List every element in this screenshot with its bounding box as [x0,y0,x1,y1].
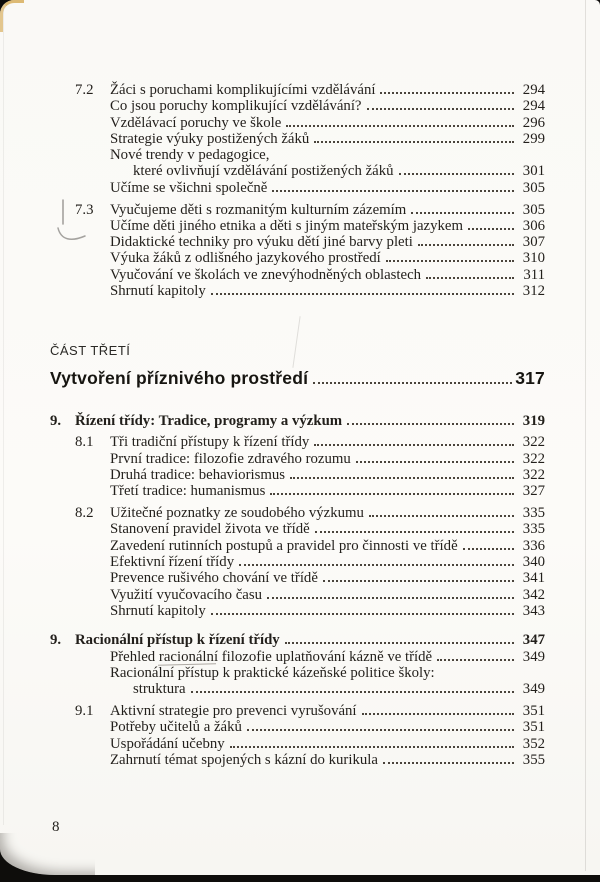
toc-entry [50,752,545,768]
entry-label: Efektivní řízení třídy [110,554,235,571]
entry-page: 352 [522,735,545,752]
toc-entry [50,554,545,570]
entry-number: 7.2 [75,82,94,98]
entry-label: Žáci s poruchami komplikujícími vzdělávání [110,82,376,98]
entry-page: 306 [522,217,545,234]
entry-page: 335 [522,521,545,538]
entry-page: 294 [522,98,545,115]
entry-label: Stanovení pravidel života ve třídě [110,521,310,538]
entry-page: 343 [522,602,545,619]
dot-leader [356,461,514,463]
entry-label: Aktivní strategie pro prevenci vyrušování [110,702,357,719]
entry-page: 355 [522,751,545,768]
entry-label: Shrnutí kapitoly [110,283,206,300]
entry-label: Řízení třídy: Tradice, programy a výzkum [75,412,343,429]
toc-entry [50,665,545,681]
dot-leader [314,141,514,143]
toc-entry [50,434,545,450]
entry-page: 307 [522,234,545,251]
entry-label: Prevence rušivého chování ve třídě [110,570,318,587]
toc-entry [50,451,545,467]
entry-label: Tři tradiční přístupy k řízení třídy [110,434,310,451]
dot-leader [272,190,514,192]
entry-label: Výuka žáků z odlišného jazykového prostředí [110,250,381,267]
entry-label: Učíme děti jiného etnika a děti s jiným mateřským jazykem [110,217,463,234]
entry-label: Shrnutí kapitoly [110,602,206,619]
entry-label: Zavedení rutinních postupů a pravidel pro činnosti ve třídě [110,537,458,554]
entry-page: 319 [522,412,545,429]
toc-entry [50,413,545,429]
dot-leader [314,444,514,446]
toc-entry [50,147,545,163]
entry-page: 310 [522,250,545,267]
dot-leader [369,515,514,517]
entry-page: 351 [522,702,545,719]
entry-label: Třetí tradice: humanismus [110,483,266,500]
toc-entry [50,521,545,537]
toc-entry [50,250,545,266]
toc-entry [50,267,545,283]
dot-leader [290,477,514,479]
page-edge-right [585,0,586,871]
entry-label: struktura [133,681,186,698]
dot-leader [270,493,514,495]
toc-entry [50,603,545,619]
toc-entry [50,367,545,389]
entry-label: Uspořádání učebny [110,735,225,752]
dot-leader [313,382,512,384]
entry-page: 317 [515,367,545,388]
entry-label: Vyučujeme děti s rozmanitým kulturním zázemím [110,201,407,218]
entry-page: 294 [522,82,545,98]
toc-entry [50,163,545,179]
dot-leader [191,691,514,693]
toc-entry [50,483,545,499]
entry-page: 322 [522,467,545,484]
toc-entry [50,681,545,697]
dot-leader [468,228,514,230]
entry-page: 311 [523,266,545,283]
dot-leader [411,212,514,214]
toc-entry [50,115,545,131]
dot-leader [380,92,514,94]
entry-page: 327 [522,483,545,500]
pencil-bracket-mark [55,198,95,244]
toc-entry [50,202,545,218]
entry-label: Zahrnutí témat spojených s kázní do kurikula [110,751,378,768]
entry-page: 305 [522,179,545,196]
dot-leader [367,108,515,110]
entry-label: Racionální přístup k řízení třídy [75,632,280,649]
dot-leader [267,597,514,599]
entry-label: Nové trendy v pedagogice, [110,147,270,164]
dot-leader [399,173,515,175]
entry-label: Vyučování ve školách ve znevýhodněných oblastech [110,266,422,283]
entry-label: Racionální přístup k praktické kázeňské politice školy: [110,664,435,681]
toc-entry [50,587,545,603]
dot-leader [230,746,514,748]
dot-leader [362,713,514,715]
entry-number: 9. [50,412,62,429]
entry-page: 312 [522,283,545,300]
toc-entry [50,719,545,735]
entry-number: 9.1 [75,702,94,719]
dot-leader [286,125,514,127]
toc-entry [50,82,545,98]
toc-entry [50,538,545,554]
toc-entry [50,649,545,665]
dot-leader [323,580,514,582]
entry-label: Druhá tradice: behaviorismus [110,467,286,484]
entry-label: Strategie výuky postižených žáků [110,130,310,147]
entry-page: 335 [522,505,545,522]
entry-page: 296 [522,114,545,131]
toc-entry [50,703,545,719]
entry-number: 8.1 [75,434,94,451]
dot-leader [418,244,514,246]
entry-label: Užitečné poznatky ze soudobého výzkumu [110,505,364,522]
dot-leader [426,277,514,279]
entry-label: Co jsou poruchy komplikující vzdělávání? [110,98,362,115]
dot-leader [383,762,514,764]
toc-entry [50,98,545,114]
toc-entry [50,505,545,521]
dot-leader [463,548,514,550]
dot-leader [347,423,514,425]
entry-page: 305 [522,201,545,218]
dot-leader [285,642,514,644]
entry-page: 322 [522,434,545,451]
entry-label: Vytvoření příznivého prostředí [50,367,309,388]
entry-label: První tradice: filozofie zdravého rozumu [110,450,351,467]
entry-label: Využití vyučovacího času [110,586,263,603]
entry-label: Učíme se všichni společně [110,179,268,196]
page-footer-number: 8 [52,819,60,835]
entry-page: 351 [522,719,545,736]
toc-entry [50,343,545,359]
dot-leader [239,564,514,566]
entry-page: 342 [522,586,545,603]
dot-leader [437,659,514,661]
entry-page: 349 [522,681,545,698]
toc-entry [50,180,545,196]
entry-page: 336 [522,537,545,554]
dot-leader [211,293,514,295]
toc-entry [50,467,545,483]
entry-number: 9. [50,632,62,649]
toc-entry [50,736,545,752]
entry-label: Potřeby učitelů a žáků [110,719,242,736]
entry-number: 7.3 [75,201,94,218]
entry-label: Přehled racionální filozofie uplatňování kázně ve třídě [110,648,433,665]
toc-entry [50,570,545,586]
entry-page: 299 [522,130,545,147]
entry-number: 8.2 [75,505,94,522]
toc-entry [50,632,545,648]
toc-entry [50,234,545,250]
entry-page: 347 [522,632,545,649]
toc-entry [50,218,545,234]
entry-page: 349 [522,648,545,665]
dot-leader [211,613,514,615]
page-curl-shadow [0,833,95,875]
entry-page: 322 [522,450,545,467]
dot-leader [247,729,514,731]
toc-entry [50,283,545,299]
entry-label: ČÁST TŘETÍ [50,343,131,359]
entry-label: Vzdělávací poruchy ve škole [110,114,282,131]
dot-leader [315,531,514,533]
dot-leader [386,260,514,262]
toc-list [50,82,545,768]
entry-page: 301 [522,163,545,180]
entry-page: 341 [522,570,545,587]
toc-entry [50,131,545,147]
entry-label: Didaktické techniky pro výuku dětí jiné barvy pleti [110,234,413,251]
entry-page: 340 [522,554,545,571]
entry-label: které ovlivňují vzdělávání postižených žáků [133,163,394,180]
page-edge-left [3,10,4,825]
